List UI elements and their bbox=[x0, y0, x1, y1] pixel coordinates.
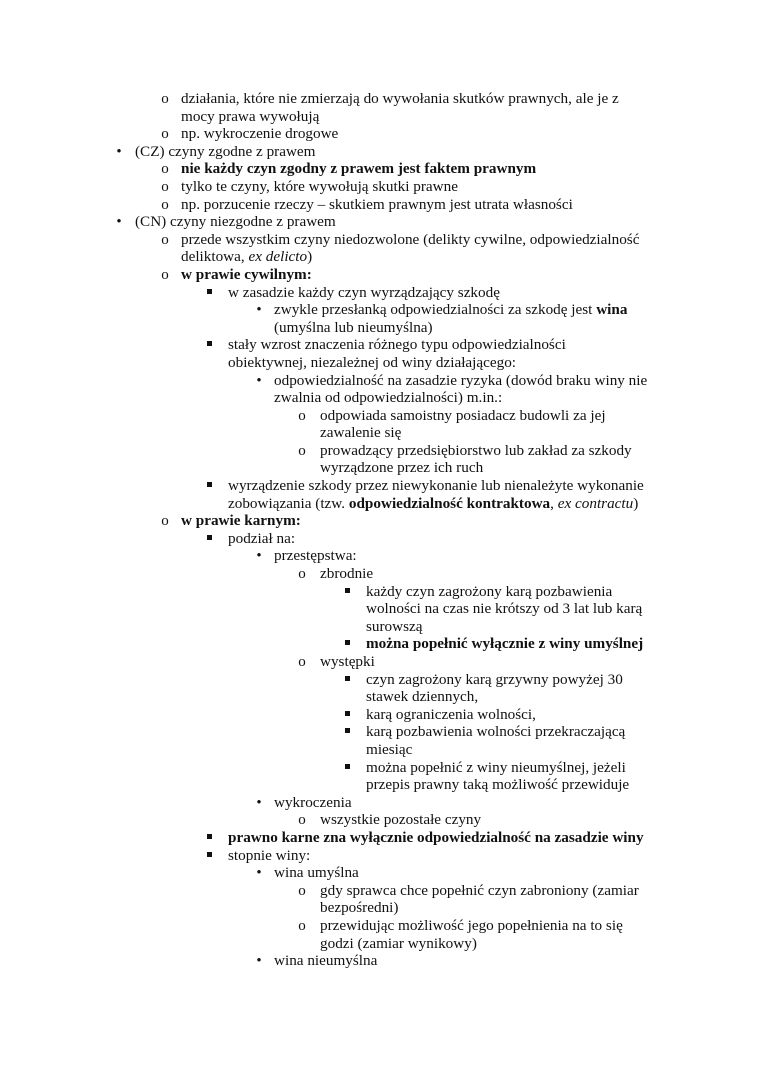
list-item-text bbox=[366, 723, 625, 758]
hollow-circle-bullet-icon: o bbox=[161, 266, 169, 283]
list-item bbox=[0, 143, 648, 161]
text-segment: karą pozbawienia wolności przekraczającą miesiąc bbox=[366, 723, 626, 758]
text-segment: tylko te czyny, które wywołują skutki prawne bbox=[181, 177, 458, 195]
square-bullet-icon bbox=[202, 284, 216, 302]
list-item-text bbox=[320, 882, 639, 917]
outline-list bbox=[0, 90, 760, 970]
hollow-circle-bullet-icon: o bbox=[161, 126, 169, 143]
list-item-text bbox=[181, 512, 301, 529]
text-segment: ) bbox=[307, 248, 313, 266]
bold-text: nie każdy czyn zgodny z prawem jest faktem prawnym bbox=[181, 160, 537, 178]
list-item bbox=[0, 917, 648, 952]
text-segment: czyn zagrożony karą grzywny powyżej 30 stawek dziennych, bbox=[366, 670, 623, 706]
text-segment: każdy czyn zagrożony karą pozbawienia wolności na czas nie krótszy od 3 lat lub karą surowszą bbox=[366, 582, 643, 635]
list-item bbox=[0, 565, 648, 583]
list-item-text bbox=[366, 706, 536, 723]
text-segment: podział na: bbox=[228, 529, 296, 547]
list-item bbox=[0, 512, 648, 530]
hollow-circle-bullet-icon: o bbox=[161, 91, 169, 107]
text-segment: prowadzący przedsiębiorstwo lub zakład za szkody wyrządzone przez ich ruch bbox=[320, 441, 632, 477]
text-segment: przewidując możliwość jego popełnienia na to się godzi (zamiar wynikowy) bbox=[320, 916, 623, 952]
list-item bbox=[0, 723, 652, 758]
text-segment: odpowiada samoistny posiadacz budowli za jej zawalenie się bbox=[320, 406, 606, 442]
list-item-text bbox=[228, 829, 644, 846]
list-item bbox=[0, 829, 648, 847]
list-item bbox=[0, 301, 648, 336]
list-item-text bbox=[181, 231, 639, 266]
list-item-text bbox=[320, 653, 375, 670]
disc-bullet-icon: • bbox=[256, 548, 262, 565]
disc-bullet-icon: • bbox=[256, 794, 262, 811]
disc-bullet-icon: • bbox=[256, 302, 262, 319]
list-item-text bbox=[366, 671, 623, 706]
list-item bbox=[0, 284, 648, 302]
square-bullet-icon bbox=[340, 759, 354, 777]
square-bullet-icon bbox=[202, 530, 216, 548]
text-segment: wszystkie pozostałe czyny bbox=[320, 811, 482, 829]
list-item-text bbox=[181, 90, 619, 125]
square-bullet-icon bbox=[202, 477, 216, 495]
list-item-text bbox=[366, 635, 643, 652]
bold-text: odpowiedzialność kontraktowa bbox=[348, 494, 551, 512]
list-item-text bbox=[366, 759, 629, 794]
list-item-text bbox=[274, 547, 357, 564]
list-item bbox=[0, 372, 648, 407]
list-item bbox=[0, 442, 648, 477]
text-segment: przestępstwa: bbox=[274, 547, 357, 565]
list-item-text bbox=[228, 477, 644, 512]
list-item-text bbox=[181, 160, 536, 177]
hollow-circle-bullet-icon: o bbox=[161, 231, 169, 248]
hollow-circle-bullet-icon: o bbox=[298, 566, 306, 583]
list-item bbox=[0, 213, 648, 231]
hollow-circle-bullet-icon: o bbox=[298, 442, 306, 459]
list-item bbox=[0, 196, 648, 214]
list-item bbox=[0, 336, 648, 371]
italic-text: ex contractu bbox=[557, 494, 634, 512]
list-item-text bbox=[181, 125, 338, 142]
bold-text: w prawie karnym: bbox=[181, 512, 301, 530]
list-item-text bbox=[228, 336, 566, 371]
disc-bullet-icon: • bbox=[116, 214, 122, 231]
text-segment: wykroczenia bbox=[274, 793, 352, 811]
disc-bullet-icon: • bbox=[256, 865, 262, 882]
list-item-text bbox=[274, 301, 627, 336]
text-segment: zbrodnie bbox=[320, 565, 374, 583]
square-bullet-icon bbox=[340, 635, 354, 653]
list-item bbox=[0, 759, 652, 794]
hollow-circle-bullet-icon: o bbox=[298, 917, 306, 934]
list-item-text bbox=[228, 284, 500, 301]
text-segment: działania, które nie zmierzają do wywołania skutków prawnych, ale je z mocy prawa wywołują bbox=[181, 90, 619, 125]
list-item bbox=[0, 547, 648, 565]
list-item-text bbox=[274, 372, 647, 407]
list-item bbox=[0, 671, 652, 706]
bold-text: wina bbox=[596, 301, 628, 319]
text-segment: karą ograniczenia wolności, bbox=[366, 705, 536, 723]
text-segment: można popełnić z winy nieumyślnej, jeżeli przepis prawny taką możliwość przewiduje bbox=[366, 758, 630, 794]
text-segment: przede wszystkim czyny niedozwolone (delikty cywilne, odpowiedzialność deliktowa, bbox=[181, 230, 640, 266]
square-bullet-icon bbox=[202, 336, 216, 354]
list-item bbox=[0, 160, 648, 178]
hollow-circle-bullet-icon: o bbox=[161, 161, 169, 178]
text-segment: wina nieumyślna bbox=[274, 952, 378, 970]
list-item bbox=[0, 864, 648, 882]
list-item bbox=[0, 231, 648, 266]
list-item bbox=[0, 794, 648, 812]
list-item-text bbox=[366, 583, 642, 635]
hollow-circle-bullet-icon: o bbox=[298, 812, 306, 829]
list-item bbox=[0, 266, 648, 284]
list-item-text bbox=[274, 864, 359, 881]
text-segment: np. porzucenie rzeczy – skutkiem prawnym jest utrata własności bbox=[181, 195, 573, 213]
list-item-text bbox=[320, 811, 481, 828]
list-item bbox=[0, 90, 648, 125]
bold-text: prawno karne zna wyłącznie odpowiedzialność na zasadzie winy bbox=[228, 828, 644, 846]
bold-text: w prawie cywilnym: bbox=[181, 265, 312, 283]
text-segment: gdy sprawca chce popełnić czyn zabroniony (zamiar bezpośredni) bbox=[320, 881, 639, 917]
disc-bullet-icon: • bbox=[116, 143, 122, 160]
list-item bbox=[0, 952, 648, 970]
list-item-text bbox=[274, 952, 377, 969]
square-bullet-icon bbox=[340, 706, 354, 724]
list-item-text bbox=[274, 794, 352, 811]
list-item bbox=[0, 882, 648, 917]
text-segment: stopnie winy: bbox=[228, 846, 311, 864]
square-bullet-icon bbox=[340, 671, 354, 689]
hollow-circle-bullet-icon: o bbox=[298, 407, 306, 424]
disc-bullet-icon: • bbox=[256, 372, 262, 389]
list-item-text bbox=[135, 143, 316, 160]
text-segment: w zasadzie każdy czyn wyrządzający szkodę bbox=[228, 283, 500, 301]
list-item bbox=[0, 811, 648, 829]
list-item-text bbox=[135, 213, 336, 230]
hollow-circle-bullet-icon: o bbox=[161, 513, 169, 530]
text-segment: (umyślna lub nieumyślna) bbox=[274, 318, 433, 336]
list-item-text bbox=[320, 565, 373, 582]
hollow-circle-bullet-icon: o bbox=[298, 654, 306, 670]
square-bullet-icon bbox=[340, 583, 354, 601]
list-item bbox=[0, 477, 648, 512]
list-item-text bbox=[228, 530, 295, 547]
square-bullet-icon bbox=[202, 847, 216, 865]
square-bullet-icon bbox=[202, 829, 216, 847]
text-segment: (CN) czyny niezgodne z prawem bbox=[135, 213, 336, 231]
list-item-text bbox=[320, 442, 632, 477]
text-segment: występki bbox=[320, 653, 375, 670]
text-segment: (CZ) czyny zgodne z prawem bbox=[135, 142, 316, 160]
list-item bbox=[0, 178, 648, 196]
text-segment: , bbox=[550, 494, 558, 512]
hollow-circle-bullet-icon: o bbox=[161, 196, 169, 213]
list-item bbox=[0, 530, 648, 548]
list-item bbox=[0, 847, 648, 865]
list-item-text bbox=[181, 196, 573, 213]
text-segment: stały wzrost znaczenia różnego typu odpowiedzialności obiektywnej, niezależnej od winy działającego: bbox=[228, 336, 566, 371]
text-segment: odpowiedzialność na zasadzie ryzyka (dowód braku winy nie zwalnia od odpowiedzialności) m.in.: bbox=[274, 371, 648, 407]
list-item bbox=[0, 706, 652, 724]
list-item bbox=[0, 125, 648, 143]
list-item-text bbox=[181, 178, 458, 195]
text-segment: wyrządzenie szkody przez niewykonanie lub nienależyte wykonanie zobowiązania (tzw. bbox=[228, 477, 644, 512]
text-segment: wina umyślna bbox=[274, 864, 359, 882]
list-item-text bbox=[181, 266, 312, 283]
square-bullet-icon bbox=[340, 723, 354, 741]
disc-bullet-icon: • bbox=[256, 953, 262, 970]
list-item bbox=[0, 653, 648, 671]
bold-text: można popełnić wyłącznie z winy umyślnej bbox=[366, 635, 644, 653]
list-item-text bbox=[228, 847, 310, 864]
hollow-circle-bullet-icon: o bbox=[161, 178, 169, 195]
list-item-text bbox=[320, 917, 623, 952]
list-item-text bbox=[320, 407, 606, 442]
list-item bbox=[0, 635, 652, 653]
text-segment: ) bbox=[633, 494, 639, 512]
list-item bbox=[0, 583, 652, 636]
list-item bbox=[0, 407, 648, 442]
text-segment: np. wykroczenie drogowe bbox=[181, 125, 339, 143]
italic-text: ex delicto bbox=[248, 248, 308, 266]
hollow-circle-bullet-icon: o bbox=[298, 882, 306, 899]
text-segment: zwykle przesłanką odpowiedzialności za szkodę jest bbox=[274, 301, 597, 319]
